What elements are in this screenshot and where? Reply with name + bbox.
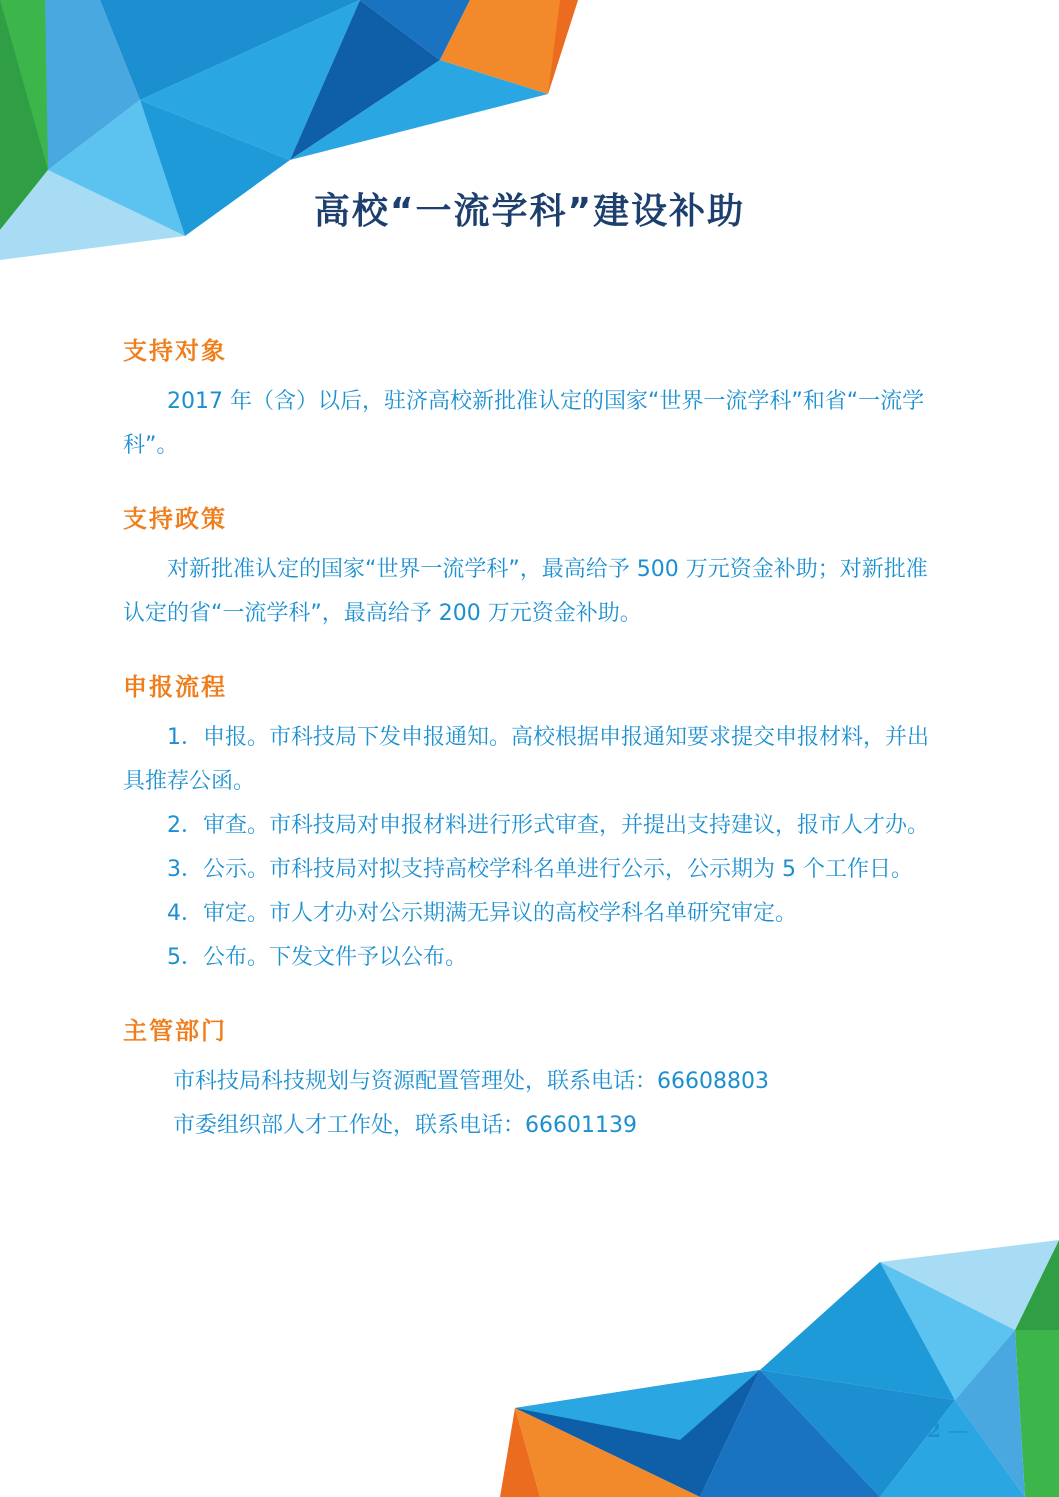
dash-icon: —	[886, 1418, 907, 1442]
section-heading-support-target: 支持对象	[123, 337, 227, 365]
contact-line: 市科技局科技规划与资源配置管理处，联系电话：66608803	[173, 1069, 769, 1094]
contact-line: 市委组织部人才工作处，联系电话：66601139	[173, 1113, 637, 1138]
page-title: 高校“一流学科”建设补助	[313, 191, 746, 232]
paragraph: 对新批准认定的国家“世界一流学科”，最高给予 500 万元资金补助；对新批准认定的省“一流学科”，最高给予 200 万元资金补助。	[123, 557, 928, 626]
main-content	[123, 330, 938, 1148]
process-step: 5．公布。下发文件予以公布。	[167, 945, 467, 970]
page-number	[880, 1418, 974, 1442]
dash-icon: —	[947, 1418, 968, 1442]
spacer	[123, 636, 938, 666]
spacer	[123, 468, 938, 498]
process-step: 4．审定。市人才办对公示期满无异议的高校学科名单研究审定。	[167, 901, 797, 926]
section-heading-support-policy: 支持政策	[123, 505, 227, 533]
process-step: 1．申报。市科技局下发申报通知。高校根据申报通知要求提交申报材料，并出具推荐公函。	[123, 725, 929, 794]
spacer	[123, 980, 938, 1010]
process-step: 3．公示。市科技局对拟支持高校学科名单进行公示，公示期为 5 个工作日。	[167, 857, 913, 882]
section-heading-department: 主管部门	[123, 1017, 227, 1045]
process-step: 2．审查。市科技局对申报材料进行形式审查，并提出支持建议，报市人才办。	[167, 813, 929, 838]
section-heading-application-process: 申报流程	[123, 673, 227, 701]
paragraph: 2017 年（含）以后，驻济高校新批准认定的国家“世界一流学科”和省“一流学科”。	[123, 389, 925, 458]
page-number-value: 12	[913, 1418, 941, 1442]
